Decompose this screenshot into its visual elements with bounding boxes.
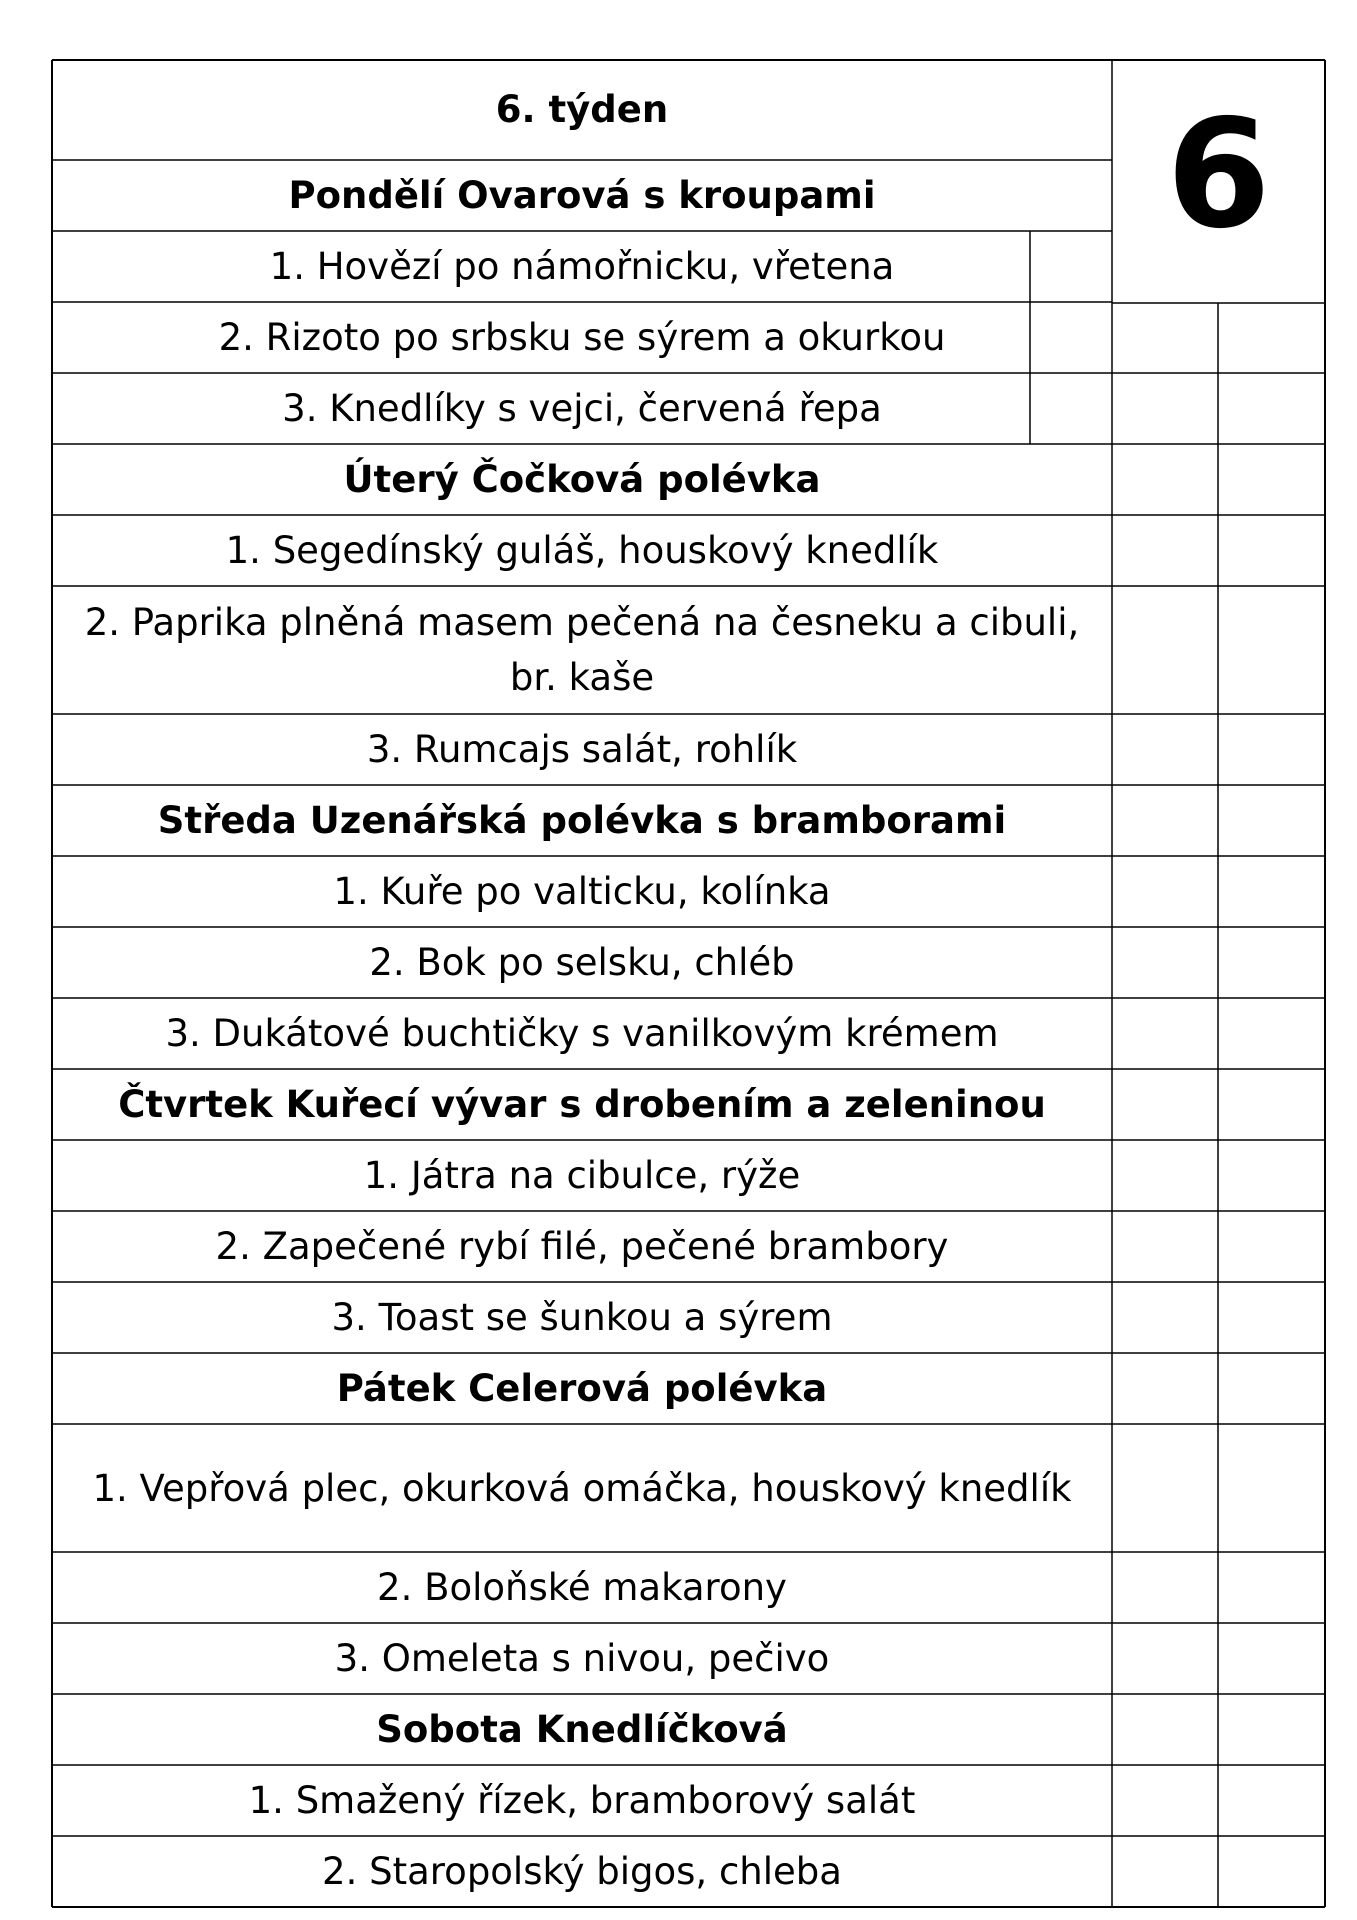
- meal-item: 1. Segedínský guláš, houskový knedlík: [225, 528, 939, 572]
- meal-item: 2. Zapečené rybí filé, pečené brambory: [215, 1224, 949, 1268]
- meal-item: 1. Smažený řízek, bramborový salát: [248, 1778, 916, 1822]
- meal-item: 2. Rizoto po srbsku se sýrem a okurkou: [218, 315, 946, 359]
- meal-item: 1. Hovězí po námořnicku, vřetena: [269, 244, 895, 288]
- day-heading: Čtvrtek Kuřecí vývar s drobením a zeleninou: [118, 1082, 1046, 1126]
- meal-item: 3. Toast se šunkou a sýrem: [331, 1295, 833, 1339]
- day-heading: Pondělí Ovarová s kroupami: [288, 173, 876, 217]
- meal-item: 2. Staropolský bigos, chleba: [322, 1849, 842, 1893]
- meal-item: 2. Bok po selsku, chléb: [369, 940, 795, 984]
- meal-item: 2. Boloňské makarony: [377, 1565, 787, 1609]
- meal-item: 1. Vepřová plec, okurková omáčka, houskový knedlík: [92, 1466, 1072, 1510]
- meal-item: 3. Knedlíky s vejci, červená řepa: [282, 386, 882, 430]
- meal-item: 3. Dukátové buchtičky s vanilkovým krémem: [165, 1011, 999, 1055]
- week-number: 6: [1166, 88, 1271, 262]
- meal-item: 1. Játra na cibulce, rýže: [363, 1153, 801, 1197]
- day-heading: Pátek Celerová polévka: [336, 1366, 828, 1410]
- meal-item: 3. Rumcajs salát, rohlík: [366, 727, 798, 771]
- day-heading: Sobota Knedlíčková: [376, 1707, 788, 1751]
- meal-item: 2. Paprika plněná masem pečená na česneku a cibuli, br. kaše: [84, 601, 1080, 699]
- meal-item: 1. Kuře po valticku, kolínka: [333, 869, 831, 913]
- week-title: 6. týden: [495, 88, 669, 131]
- meal-item: 3. Omeleta s nivou, pečivo: [334, 1636, 830, 1680]
- day-heading: Středa Uzenářská polévka s bramborami: [157, 798, 1007, 842]
- day-heading: Úterý Čočková polévka: [343, 457, 821, 501]
